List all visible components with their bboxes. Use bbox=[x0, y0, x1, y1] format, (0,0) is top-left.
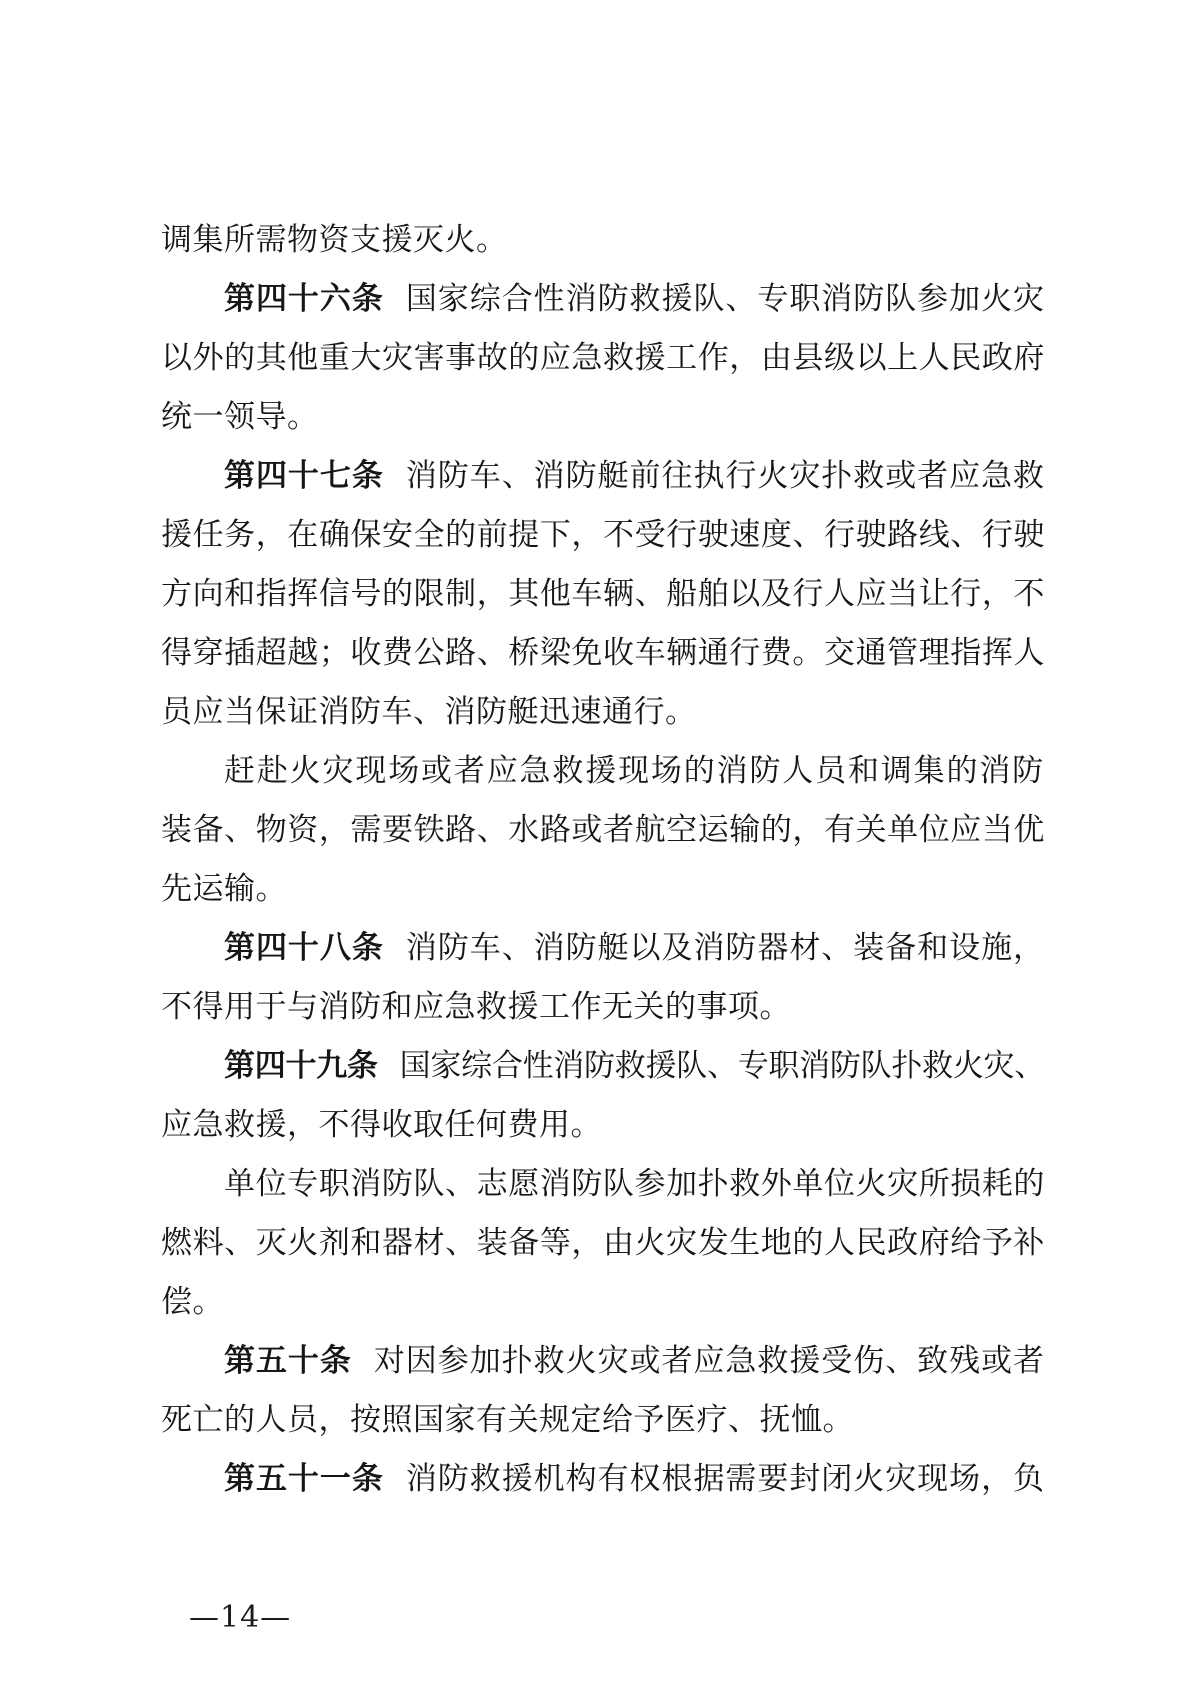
text-line: 员应当保证消防车、消防艇迅速通行。 bbox=[161, 694, 697, 729]
text-line: 调集所需物资支援灭火。 bbox=[161, 222, 508, 257]
text-line: 第四十六条 国家综合性消防救援队、专职消防队参加火灾 bbox=[224, 281, 1046, 316]
document-body bbox=[161, 210, 1045, 1508]
page-number: —14— bbox=[189, 1600, 292, 1635]
article-number: 第四十六条 bbox=[224, 281, 384, 316]
paragraph bbox=[161, 210, 1045, 269]
text-line: 第五十条 对因参加扑救火灾或者应急救援受伤、致残或者 bbox=[224, 1343, 1046, 1378]
paragraph bbox=[161, 1154, 1045, 1331]
paragraph bbox=[161, 269, 1045, 446]
paragraph bbox=[161, 741, 1045, 918]
paragraph bbox=[161, 918, 1045, 1036]
article-number: 第五十条 bbox=[224, 1343, 352, 1378]
article-number: 第四十九条 bbox=[224, 1048, 378, 1083]
text-line: 燃料、灭火剂和器材、装备等，由火灾发生地的人民政府给予补 bbox=[161, 1225, 1045, 1260]
text-line: 第四十七条 消防车、消防艇前往执行火灾扑救或者应急救 bbox=[224, 458, 1046, 493]
text-line: 应急救援，不得收取任何费用。 bbox=[161, 1107, 602, 1142]
text-line: 得穿插超越；收费公路、桥梁免收车辆通行费。交通管理指挥人 bbox=[161, 635, 1045, 670]
text-line: 赶赴火灾现场或者应急救援现场的消防人员和调集的消防 bbox=[224, 753, 1045, 788]
text-line: 先运输。 bbox=[161, 871, 287, 906]
article-number: 第四十八条 bbox=[224, 930, 384, 965]
paragraph bbox=[161, 1036, 1045, 1154]
paragraph bbox=[161, 1331, 1045, 1449]
text-line: 不得用于与消防和应急救援工作无关的事项。 bbox=[161, 989, 791, 1024]
paragraph bbox=[161, 1449, 1045, 1508]
text-line: 援任务，在确保安全的前提下，不受行驶速度、行驶路线、行驶 bbox=[161, 517, 1045, 552]
paragraph bbox=[161, 446, 1045, 741]
text-line: 偿。 bbox=[161, 1284, 224, 1319]
article-number: 第四十七条 bbox=[224, 458, 384, 493]
text-line: 以外的其他重大灾害事故的应急救援工作，由县级以上人民政府 bbox=[161, 340, 1045, 375]
text-line: 单位专职消防队、志愿消防队参加扑救外单位火灾所损耗的 bbox=[224, 1166, 1045, 1201]
text-line: 死亡的人员，按照国家有关规定给予医疗、抚恤。 bbox=[161, 1402, 854, 1437]
text-line: 方向和指挥信号的限制，其他车辆、船舶以及行人应当让行，不 bbox=[161, 576, 1045, 611]
text-line: 第五十一条 消防救援机构有权根据需要封闭火灾现场，负 bbox=[224, 1461, 1046, 1496]
text-line: 装备、物资，需要铁路、水路或者航空运输的，有关单位应当优 bbox=[161, 812, 1045, 847]
text-line: 第四十八条 消防车、消防艇以及消防器材、装备和设施， bbox=[224, 930, 1046, 965]
article-number: 第五十一条 bbox=[224, 1461, 384, 1496]
text-line: 第四十九条 国家综合性消防救援队、专职消防队扑救火灾、 bbox=[224, 1048, 1046, 1083]
text-line: 统一领导。 bbox=[161, 399, 319, 434]
